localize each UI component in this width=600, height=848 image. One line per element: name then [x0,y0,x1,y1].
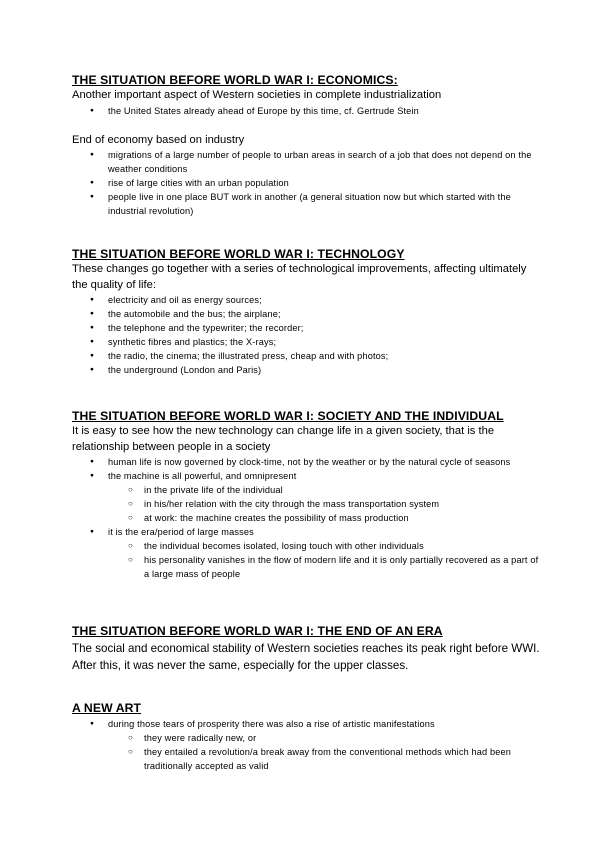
list-item: ● people live in one place BUT work in another (a general situation now but which started with the industrial revolution) [72,190,542,218]
heading-end-of-era: THE SITUATION BEFORE WORLD WAR I: THE END OF AN ERA [72,624,443,638]
society-intro: It is easy to see how the new technology can change life in a given society, that is the relationship between people in a society [72,425,495,453]
list-item: ● it is the era/period of large masses [72,525,544,539]
economics-subheading: End of economy based on industry [72,133,245,146]
sub-list-item: ○ his personality vanishes in the flow of modern life and it is only partially recovered as a part of a large mass of people [72,553,544,581]
heading-technology: THE SITUATION BEFORE WORLD WAR I: TECHNOLOGY [72,247,405,261]
section-technology [72,247,542,377]
list-item: ● synthetic fibres and plastics; the X-rays; [72,335,542,349]
list-item: ● electricity and oil as energy sources; [72,293,542,307]
list-item: ● human life is now governed by clock-time, not by the weather or by the natural cycle of seasons [72,455,544,469]
heading-economics: THE SITUATION BEFORE WORLD WAR I: ECONOMICS: [72,73,398,87]
sub-list-item: ○ at work: the machine creates the possibility of mass production [72,511,544,525]
new-art-list [72,717,532,773]
heading-society: THE SITUATION BEFORE WORLD WAR I: SOCIETY AND THE INDIVIDUAL [72,409,504,423]
heading-new-art: A NEW ART [72,701,142,715]
sub-list-item: ○ they were radically new, or [72,731,532,745]
sub-list-item: ○ the individual becomes isolated, losing touch with other individuals [72,539,544,553]
sub-list-item: ○ in his/her relation with the city through the mass transportation system [72,497,544,511]
list-item: ● during those tears of prosperity there was also a rise of artistic manifestations [72,717,532,731]
list-item: ● the underground (London and Paris) [72,363,542,377]
list-item: ● the United States already ahead of Europe by this time, cf. Gertrude Stein [72,104,542,118]
section-economics [72,73,542,218]
sub-list-item: ○ in the private life of the individual [72,483,544,497]
section-end-of-era [72,624,542,674]
technology-list [72,293,542,377]
list-item: ● the automobile and the bus; the airplane; [72,307,542,321]
technology-intro: These changes go together with a series of technological improvements, affecting ultimately the quality of life: [72,263,527,291]
economics-list-1 [72,104,542,118]
section-society [72,409,544,581]
economics-list-2 [72,148,542,218]
end-of-era-text: The social and economical stability of Western societies reaches its peak right before WWI. After this, it was never the same, especially for the upper classes. [72,642,540,672]
section-new-art [72,701,532,773]
list-item: ● the radio, the cinema; the illustrated press, cheap and with photos; [72,349,542,363]
list-item: ● rise of large cities with an urban population [72,176,542,190]
list-item: ● the telephone and the typewriter; the recorder; [72,321,542,335]
society-list [72,455,544,581]
economics-intro: Another important aspect of Western societies in complete industrialization [72,89,442,101]
sub-list-item: ○ they entailed a revolution/a break away from the conventional methods which had been traditionally accepted as valid [72,745,532,773]
list-item: ● migrations of a large number of people to urban areas in search of a job that does not depend on the weather conditions [72,148,542,176]
list-item: ● the machine is all powerful, and omnipresent [72,469,544,483]
